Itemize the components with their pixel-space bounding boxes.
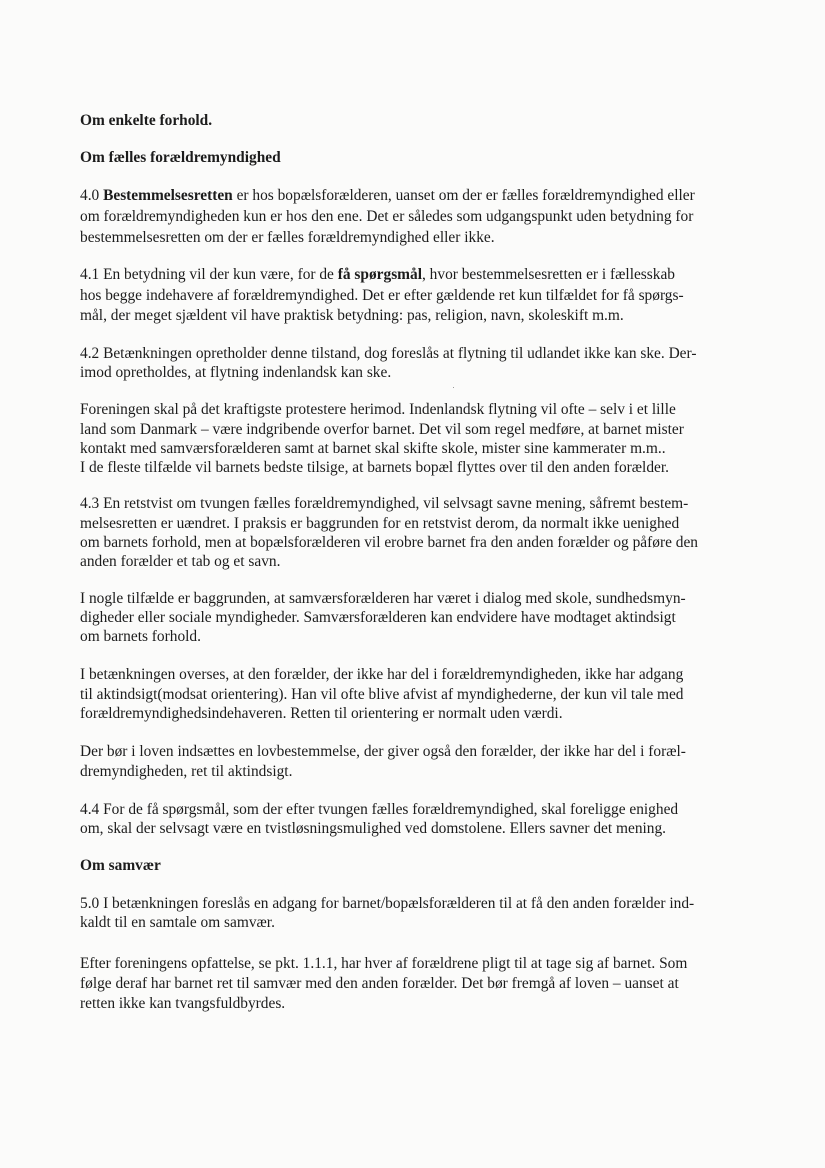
paragraph-efter-line-1: Efter foreningens opfattelse, se pkt. 1.1.1, har hver af forældrene pligt til at tage sig af barnet. Som bbox=[80, 955, 688, 972]
paragraph-4-1-line-3: mål, der meget sjældent vil have praktisk betydning: pas, religion, navn, skoleskift m.m. bbox=[80, 307, 624, 324]
paragraph-4-4-line-1: 4.4 For de få spørgsmål, som der efter tvungen fælles forældremyndighed, skal foreligge enighed bbox=[80, 801, 679, 818]
paragraph-betaenkningen-line-1: I betænkningen overses, at den forælder, der ikke har del i forældremyndigheden, ikke har adgang bbox=[80, 666, 684, 683]
text-run: 4.1 En betydning vil der kun være, for de bbox=[80, 266, 338, 283]
paragraph-betaenkningen-line-2: til aktindsigt(modsat orientering). Han vil ofte blive afvist af myndighederne, der kun vil tale med bbox=[80, 686, 684, 703]
paragraph-4-0-line-2: om forældremyndigheden kun er hos den ene. Det er således som udgangspunkt uden betydning for bbox=[80, 208, 694, 225]
paragraph-4-0-line-1 bbox=[80, 187, 695, 205]
paragraph-foreningen-line-2: land som Danmark – være indgribende overfor barnet. Det vil som regel medføre, at barnet mister bbox=[80, 421, 684, 438]
paragraph-4-3-line-2: melsesretten er uændret. I praksis er baggrunden for en retstvist derom, da normalt ikke uenighed bbox=[80, 515, 680, 532]
bold-term: Bestemmelsesretten bbox=[103, 187, 233, 204]
paragraph-4-1-line-2: hos begge indehavere af forældremyndighed. Det er efter gældende ret kun tilfældet for få spørgs- bbox=[80, 287, 684, 304]
paragraph-betaenkningen-line-3: forældremyndighedsindehaveren. Retten til orientering er normalt uden værdi. bbox=[80, 705, 563, 722]
text-run: er hos bopælsforælderen, uanset om der er fælles forældremyndighed eller bbox=[232, 187, 695, 204]
paragraph-4-0-line-3: bestemmelsesretten om der er fælles forældremyndighed eller ikke. bbox=[80, 229, 495, 246]
paragraph-4-1-line-1 bbox=[80, 266, 675, 284]
heading-faelles-foraeldremyndighed: Om fælles forældremyndighed bbox=[80, 149, 281, 166]
bold-term: få spørgsmål bbox=[337, 266, 422, 283]
paragraph-efter-line-3: retten ikke kan tvangsfuldbyrdes. bbox=[80, 995, 286, 1012]
paragraph-5-0-line-2: kaldt til en samtale om samvær. bbox=[80, 914, 275, 931]
paragraph-4-3-line-4: anden forælder et tab og et savn. bbox=[80, 553, 281, 570]
scan-speck bbox=[453, 387, 454, 388]
section-number: 4.0 bbox=[80, 187, 104, 204]
paragraph-5-0-line-1: 5.0 I betænkningen foreslås en adgang for barnet/bopælsforælderen til at få den anden forælder ind- bbox=[80, 895, 695, 912]
paragraph-foreningen-line-3: kontakt med samværsforælderen samt at barnet skal skifte skole, mister sine kammerater m.m.. bbox=[80, 440, 666, 457]
paragraph-4-2-line-2: imod opretholdes, at flytning indenlandsk kan ske. bbox=[80, 364, 392, 381]
paragraph-nogle-line-3: om barnets forhold. bbox=[80, 628, 201, 645]
paragraph-loven-line-1: Der bør i loven indsættes en lovbestemmelse, der giver også den forælder, der ikke har del i foræl- bbox=[80, 743, 686, 760]
paragraph-foreningen-line-4: I de fleste tilfælde vil barnets bedste tilsige, at barnets bopæl flyttes over til den anden forælder. bbox=[80, 459, 669, 476]
paragraph-efter-line-2: følge deraf har barnet ret til samvær med den anden forælder. Det bør fremgå af loven – uanset at bbox=[80, 975, 679, 992]
paragraph-foreningen-line-1: Foreningen skal på det kraftigste protestere herimod. Indenlandsk flytning vil ofte – selv i et lille bbox=[80, 401, 676, 418]
paragraph-nogle-line-1: I nogle tilfælde er baggrunden, at samværsforælderen har været i dialog med skole, sundhedsmyn- bbox=[80, 590, 686, 607]
paragraph-4-2-line-1: 4.2 Betænkningen opretholder denne tilstand, dog foreslås at flytning til udlandet ikke kan ske. Der- bbox=[80, 345, 697, 362]
text-run: , hvor bestemmelsesretten er i fællesskab bbox=[421, 266, 676, 283]
paragraph-4-4-line-2: om, skal der selvsagt være en tvistløsningsmulighed ved domstolene. Ellers savner det mening. bbox=[80, 820, 667, 837]
heading-om-samvaer: Om samvær bbox=[80, 857, 161, 874]
paragraph-nogle-line-2: digheder eller sociale myndigheder. Samværsforælderen kan endvidere have modtaget aktindsigt bbox=[80, 609, 676, 626]
paragraph-loven-line-2: dremyndigheden, ret til aktindsigt. bbox=[80, 763, 293, 780]
paragraph-4-3-line-3: om barnets forhold, men at bopælsforælderen vil erobre barnet fra den anden forælder og påføre den bbox=[80, 534, 698, 551]
paragraph-4-3-line-1: 4.3 En retstvist om tvungen fælles forældremyndighed, vil selvsagt savne mening, såfremt bestem- bbox=[80, 495, 689, 512]
heading-om-enkelte-forhold: Om enkelte forhold. bbox=[80, 112, 213, 129]
